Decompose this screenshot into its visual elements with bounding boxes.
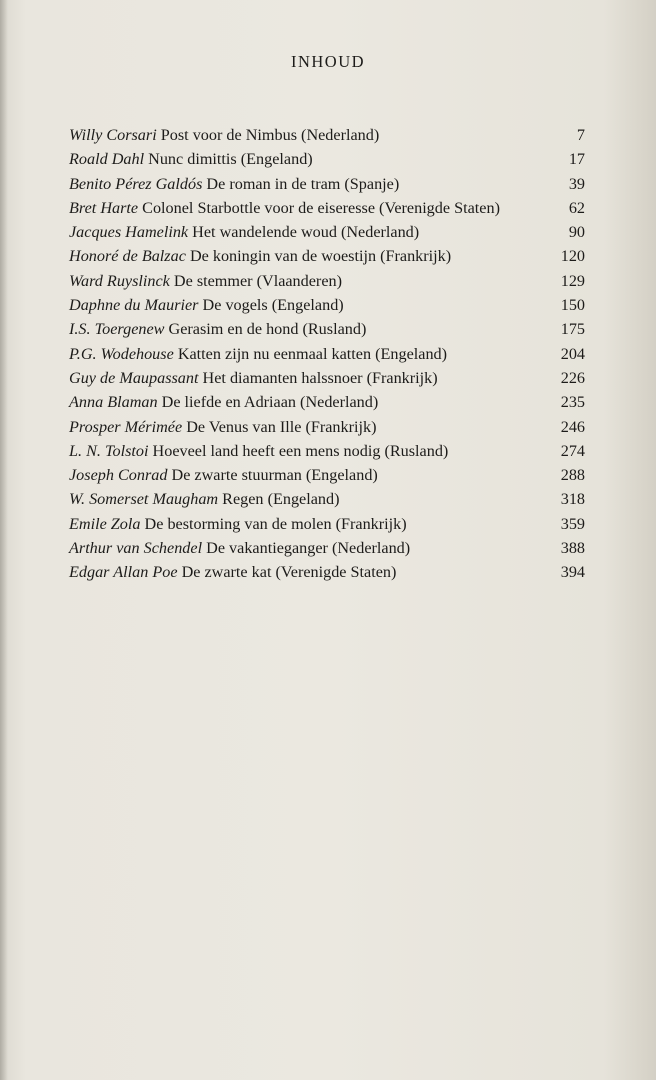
entry-title: Het diamanten halssnoer (Frankrijk)	[202, 368, 438, 387]
entry-title: De bestorming van de molen (Frankrijk)	[144, 514, 407, 533]
toc-entry	[69, 560, 585, 584]
entry-author: I.S. Toergenew	[69, 320, 165, 339]
toc-entry	[69, 293, 585, 317]
toc-entry	[69, 147, 585, 171]
entry-page-number: 129	[560, 271, 585, 290]
entry-title: Het wandelende woud (Nederland)	[192, 223, 420, 242]
entry-text	[69, 463, 561, 487]
toc-entry	[69, 342, 585, 366]
entry-author: Guy de Maupassant	[69, 368, 199, 387]
entry-author: Bret Harte	[69, 198, 139, 217]
entry-title: Regen (Engeland)	[222, 490, 340, 509]
entry-text	[69, 147, 569, 171]
entry-title: Post voor de Nimbus (Nederland)	[160, 126, 380, 144]
entry-author: Daphne du Maurier	[69, 296, 199, 315]
entry-page-number: 7	[576, 126, 585, 144]
entry-page-number: 17	[568, 150, 585, 169]
entry-author: Prosper Mérimée	[69, 417, 183, 436]
entry-text	[69, 269, 561, 293]
toc-entry	[69, 512, 585, 536]
toc-entry	[69, 366, 585, 390]
toc-entry	[69, 536, 585, 560]
entry-author: Emile Zola	[69, 514, 141, 533]
table-of-contents	[69, 123, 585, 585]
entry-author: L. N. Tolstoi	[69, 441, 149, 460]
entry-title: De vogels (Engeland)	[202, 296, 344, 315]
entry-page-number: 39	[568, 174, 585, 193]
entry-title: Nunc dimittis (Engeland)	[148, 150, 313, 169]
entry-page-number: 90	[568, 223, 585, 242]
entry-text	[69, 512, 561, 536]
entry-page-number: 235	[560, 393, 585, 412]
toc-entry	[69, 269, 585, 293]
entry-author: Willy Corsari	[69, 126, 157, 144]
entry-title: De vakantieganger (Nederland)	[206, 539, 411, 558]
entry-title: Hoeveel land heeft een mens nodig (Rusland)	[152, 441, 449, 460]
entry-text	[69, 390, 561, 414]
entry-title: De Venus van Ille (Frankrijk)	[186, 417, 377, 436]
toc-entry	[69, 196, 585, 220]
toc-entry	[69, 439, 585, 463]
entry-text	[69, 317, 561, 341]
entry-text	[69, 560, 561, 584]
toc-entry	[69, 123, 585, 147]
entry-author: Joseph Conrad	[69, 466, 168, 485]
entry-title: De zwarte stuurman (Engeland)	[171, 466, 378, 485]
entry-author: Ward Ruyslinck	[69, 271, 170, 290]
toc-entry	[69, 220, 585, 244]
entry-author: Benito Pérez Galdós	[69, 174, 203, 193]
entry-author: Honoré de Balzac	[69, 247, 186, 266]
entry-text	[69, 293, 561, 317]
entry-author: Edgar Allan Poe	[69, 563, 178, 582]
entry-text	[69, 196, 569, 220]
entry-author: W. Somerset Maugham	[69, 490, 219, 509]
entry-author: Arthur van Schendel	[69, 539, 203, 558]
entry-title: De liefde en Adriaan (Nederland)	[161, 393, 379, 412]
entry-page-number: 204	[560, 344, 585, 363]
entry-author: Jacques Hamelink	[69, 223, 189, 242]
entry-title: Gerasim en de hond (Rusland)	[168, 320, 367, 339]
entry-page-number: 120	[560, 247, 585, 266]
entry-text	[69, 439, 561, 463]
entry-title: De roman in de tram (Spanje)	[206, 174, 400, 193]
toc-entry	[69, 415, 585, 439]
entry-text	[69, 536, 561, 560]
entry-title: De stemmer (Vlaanderen)	[173, 271, 342, 290]
toc-entry	[69, 317, 585, 341]
entry-text	[69, 244, 561, 268]
entry-page-number: 274	[560, 441, 585, 460]
entry-text	[69, 172, 569, 196]
entry-page-number: 62	[568, 198, 585, 217]
entry-page-number: 175	[560, 320, 585, 339]
toc-entry	[69, 390, 585, 414]
entry-page-number: 359	[560, 514, 585, 533]
entry-text	[69, 123, 577, 147]
entry-page-number: 388	[560, 539, 585, 558]
toc-entry	[69, 463, 585, 487]
entry-page-number: 226	[560, 368, 585, 387]
entry-text	[69, 220, 569, 244]
page-title: INHOUD	[290, 52, 366, 71]
entry-text	[69, 415, 561, 439]
entry-author: Anna Blaman	[69, 393, 158, 412]
entry-author: Roald Dahl	[69, 150, 145, 169]
entry-page-number: 246	[560, 417, 585, 436]
toc-entry	[69, 487, 585, 511]
entry-page-number: 394	[560, 563, 585, 582]
entry-page-number: 150	[560, 296, 585, 315]
page-edge-shadow	[0, 0, 8, 1080]
entry-title: Colonel Starbottle voor de eiseresse (Verenigde Staten)	[142, 198, 500, 217]
entry-page-number: 288	[560, 466, 585, 485]
entry-title: De zwarte kat (Verenigde Staten)	[181, 563, 397, 582]
entry-author: P.G. Wodehouse	[69, 344, 174, 363]
entry-text	[69, 487, 561, 511]
entry-text	[69, 366, 561, 390]
toc-entry	[69, 172, 585, 196]
toc-entry	[69, 244, 585, 268]
entry-text	[69, 342, 561, 366]
entry-page-number: 318	[560, 490, 585, 509]
entry-title: De koningin van de woestijn (Frankrijk)	[189, 247, 452, 266]
entry-title: Katten zijn nu eenmaal katten (Engeland)	[177, 344, 448, 363]
